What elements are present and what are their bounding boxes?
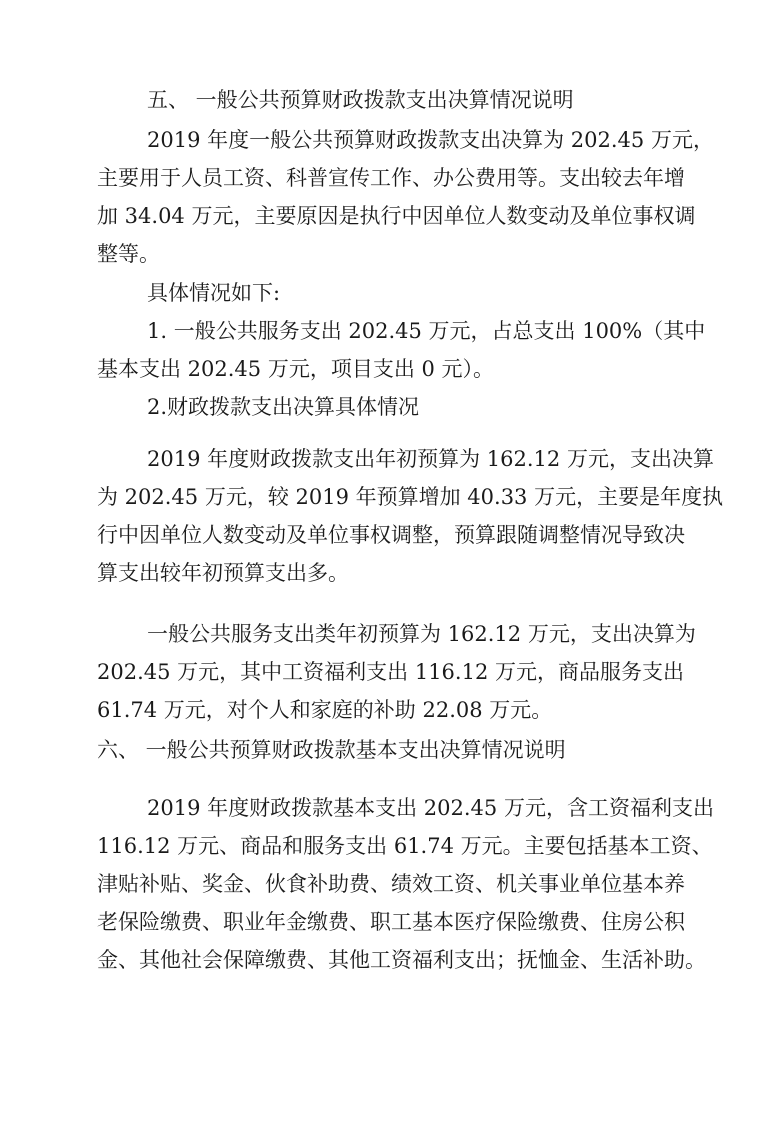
section5-para1-line3: 加 34.04 万元，主要原因是执行中因单位人数变动及单位事权调 [97,204,696,228]
section5-para1-line4: 整等。 [97,242,160,266]
section5-para2-line3: 行中因单位人数变动及单位事权调整，预算跟随调整情况导致决 [97,523,685,547]
section5-heading: 五、 一般公共预算财政拨款支出决算情况说明 [147,88,574,112]
item2-heading: 2.财政拨款支出决算具体情况 [147,395,420,419]
item1-line1: 1. 一般公共服务支出 202.45 万元，占总支出 100%（其中 [147,319,706,343]
section5-para2-line1: 2019 年度财政拨款支出年初预算为 162.12 万元，支出决算 [147,447,714,471]
section5-para3-line3: 61.74 万元，对个人和家庭的补助 22.08 万元。 [97,698,553,722]
section5-para1-line2: 主要用于人员工资、科普宣传工作、办公费用等。支出较去年增 [97,166,685,190]
section5-para3-line2: 202.45 万元，其中工资福利支出 116.12 万元，商品服务支出 [97,660,684,684]
detail-intro: 具体情况如下: [147,281,281,305]
section5-para1-line1: 2019 年度一般公共预算财政拨款支出决算为 202.45 万元， [147,128,714,152]
section6-heading: 六、 一般公共预算财政拨款基本支出决算情况说明 [97,738,566,762]
section6-para1-line5: 金、其他社会保障缴费、其他工资福利支出；抚恤金、生活补助。 [97,948,706,972]
section6-para1-line3: 津贴补贴、奖金、伙食补助费、绩效工资、机关事业单位基本养 [97,872,685,896]
section6-para1-line1: 2019 年度财政拨款基本支出 202.45 万元，含工资福利支出 [147,796,714,820]
section5-para2-line4: 算支出较年初预算支出多。 [97,561,349,585]
section6-para1-line2: 116.12 万元、商品和服务支出 61.74 万元。主要包括基本工资、 [97,834,713,858]
section5-para3-line1: 一般公共服务支出类年初预算为 162.12 万元，支出决算为 [147,622,696,646]
item1-line2: 基本支出 202.45 万元，项目支出 0 元）。 [97,357,495,381]
section5-para2-line2: 为 202.45 万元，较 2019 年预算增加 40.33 万元，主要是年度执 [97,485,724,509]
section6-para1-line4: 老保险缴费、职业年金缴费、职工基本医疗保险缴费、住房公积 [97,910,685,934]
